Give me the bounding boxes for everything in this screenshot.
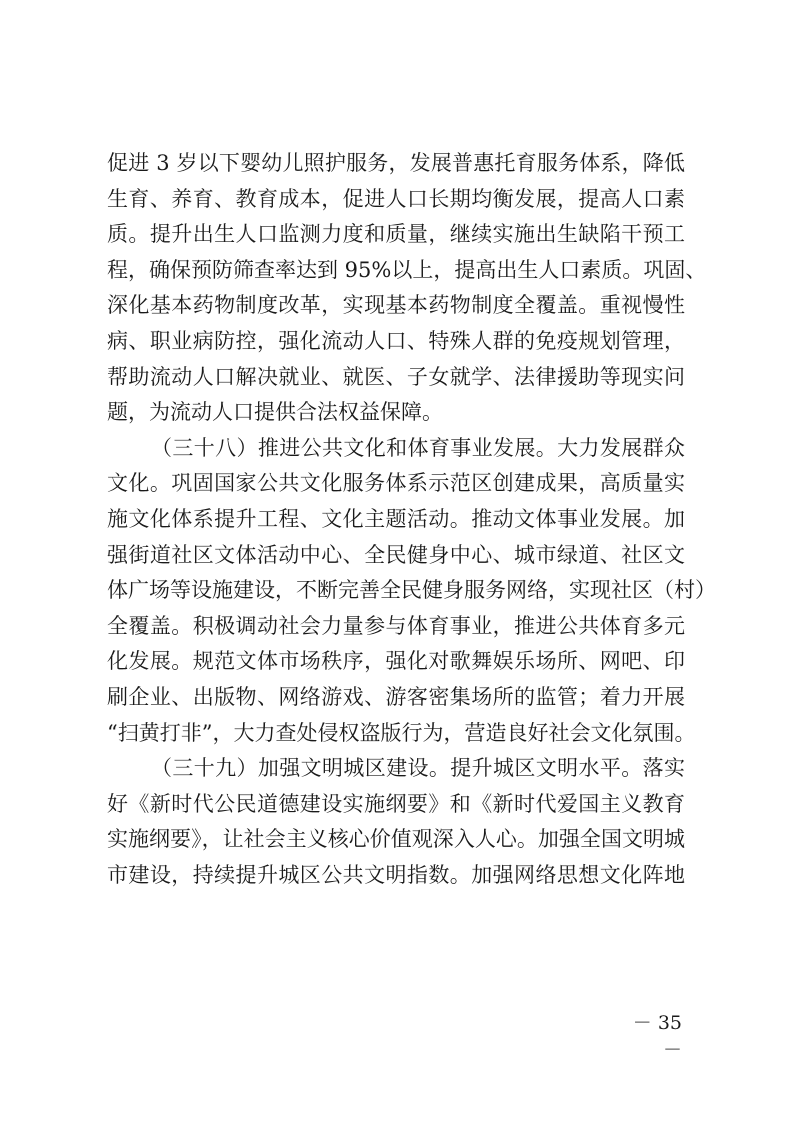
paragraph-civilized-district (107, 751, 685, 893)
page-number: － 35 － (632, 1012, 682, 1061)
text-line-first (107, 751, 685, 787)
text-line: 刷企业、出版物、网络游戏、游客密集场所的监管；着力开展 (107, 684, 685, 709)
text-line: 全覆盖。积极调动社会力量参与体育事业，推进公共体育多元 (107, 613, 685, 638)
paragraph-culture-sports (107, 431, 716, 751)
text-line: 病、职业病防控，强化流动人口、特殊人群的免疫规划管理， (107, 328, 685, 353)
text-line: 强街道社区文体活动中心、全民健身中心、城市绿道、社区文 (107, 542, 685, 567)
text-line-first (107, 431, 685, 467)
text-line: 施文化体系提升工程、文化主题活动。推动文体事业发展。加 (107, 506, 685, 531)
text-line: 深化基本药物制度改革，实现基本药物制度全覆盖。重视慢性 (107, 293, 685, 318)
text-line: 实施纲要》，让社会主义核心价值观深入人心。加强全国文明城 (107, 827, 685, 852)
section-heading-38: （三十八）推进公共文化和体育事业发展。 (151, 435, 558, 460)
text-line: “扫黄打非”，大力查处侵权盗版行为，营造良好社会文化氛围。 (107, 720, 696, 745)
text-line: 体广场等设施建设，不断完善全民健身服务网络，实现社区（村） (107, 578, 716, 603)
text-line: 题，为流动人口提供合法权益保障。 (107, 400, 443, 425)
text-line: 程，确保预防筛查率达到 95%以上，提高出生人口素质。巩固、 (107, 257, 707, 282)
section-heading-39: （三十九）加强文明城区建设。 (151, 756, 451, 781)
paragraph-health (107, 146, 707, 431)
text-line: 文化。巩固国家公共文化服务体系示范区创建成果，高质量实 (107, 471, 685, 496)
text-line: 化发展。规范文体市场秩序，强化对歌舞娱乐场所、网吧、印 (107, 649, 685, 674)
text-line: 好《新时代公民道德建设实施纲要》和《新时代爱国主义教育 (107, 791, 685, 816)
text-line: 生育、养育、教育成本，促进人口长期均衡发展，提高人口素 (107, 186, 685, 211)
text-line: 市建设，持续提升城区公共文明指数。加强网络思想文化阵地 (107, 862, 685, 887)
text-line: 帮助流动人口解决就业、就医、子女就学、法律援助等现实问 (107, 364, 685, 389)
text-run: 大力发展群众 (557, 435, 685, 460)
body-text (107, 146, 716, 893)
text-line: 促进 3 岁以下婴幼儿照护服务，发展普惠托育服务体系，降低 (107, 151, 685, 175)
text-run: 提升城区文明水平。落实 (450, 756, 685, 781)
text-line: 质。提升出生人口监测力度和质量，继续实施出生缺陷干预工 (107, 222, 685, 247)
